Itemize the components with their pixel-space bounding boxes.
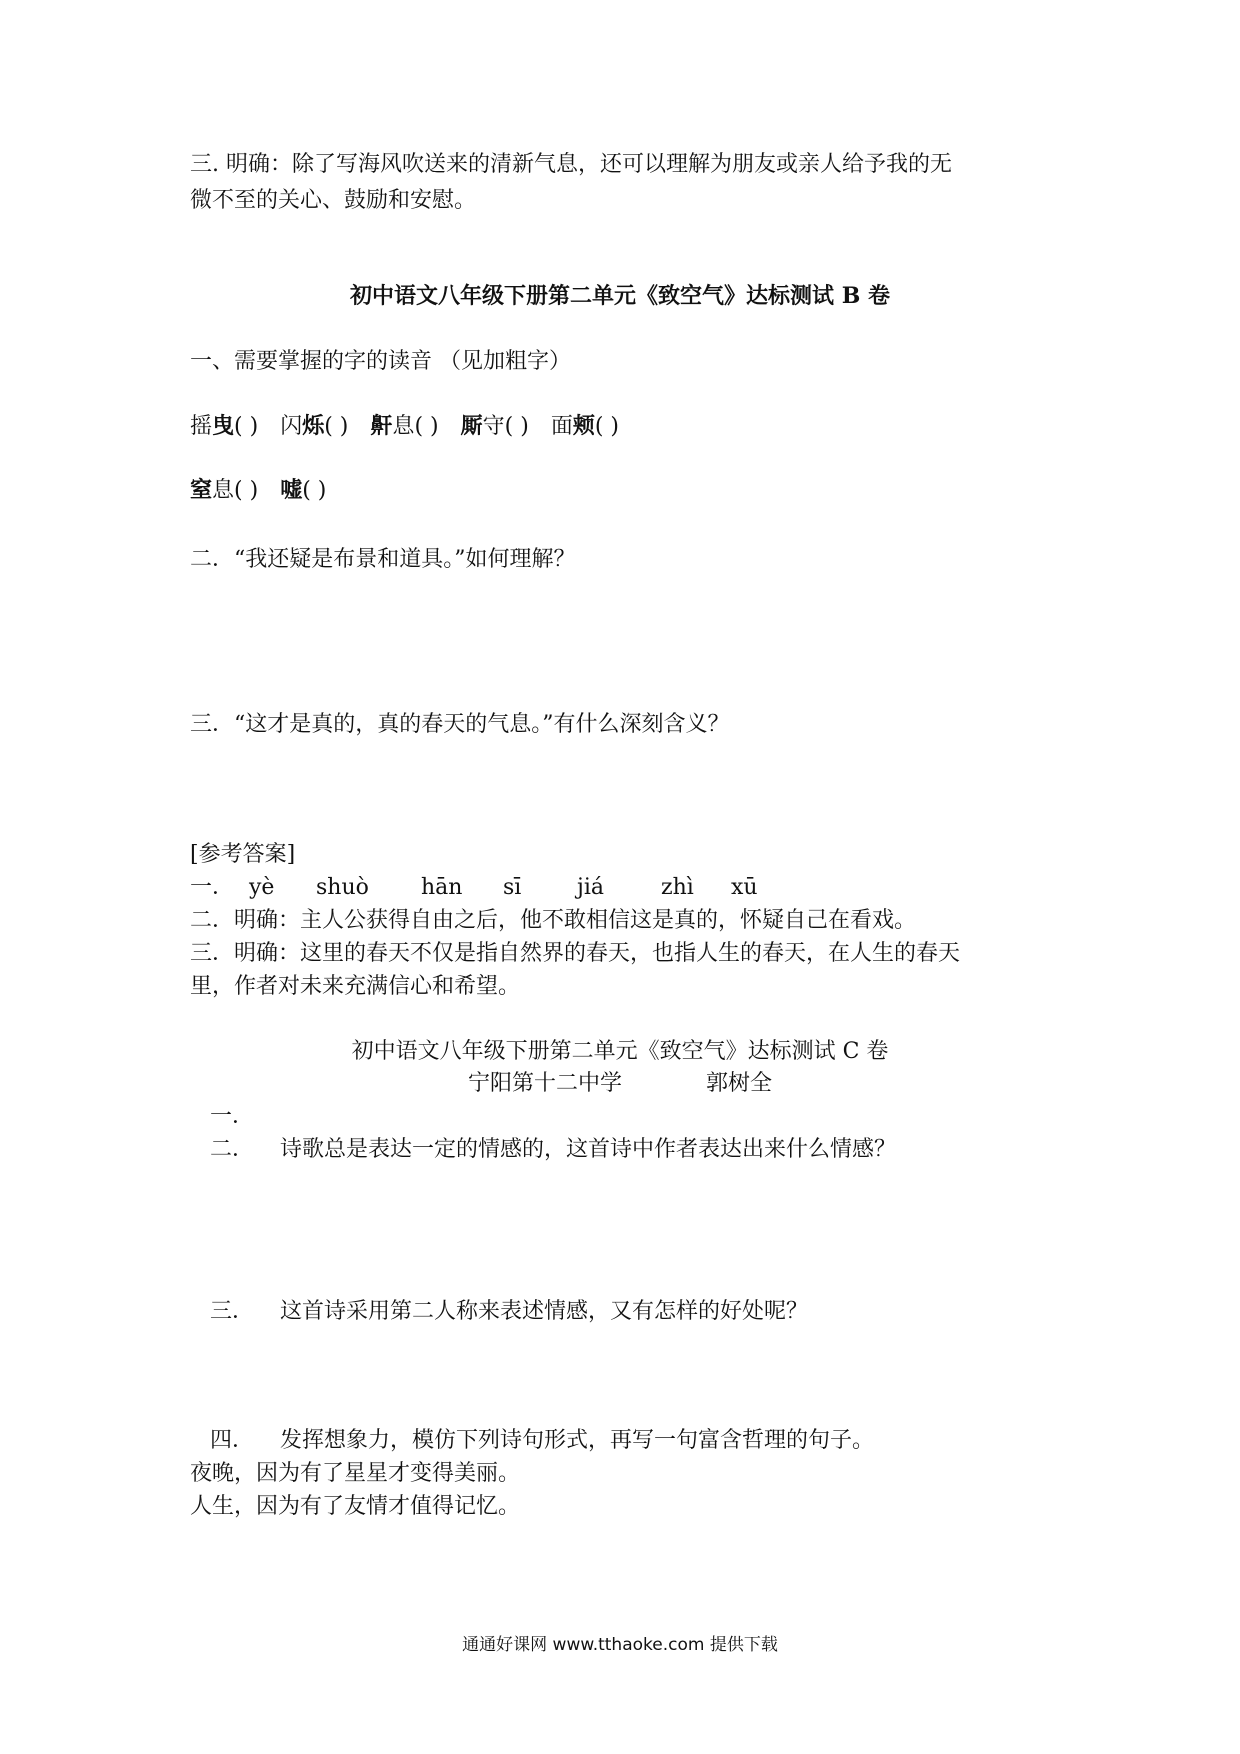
row2-word-1-post: 息 [212,478,235,503]
pinyin-3: hān [421,875,463,900]
test-b-words-row1 [190,410,1070,443]
test-c-school: 宁阳第十二中学 [467,1071,622,1096]
row2-word-2-paren: ( ) [302,478,327,503]
row2-word-2 [280,474,326,507]
test-c-q3-line [190,1295,1090,1328]
row1-word-4 [461,410,529,443]
row1-word-3-bold: 鼾 [370,413,393,439]
pinyin-2: shuò [316,875,369,900]
test-b-title: 初中语文八年级下册第二单元《致空气》达标测试 B 卷 [350,283,890,309]
answers-heading: [参考答案] [190,842,296,867]
row2-word-1-paren: ( ) [234,478,259,503]
pinyin-5: jiá [577,875,604,900]
row1-word-5 [551,410,619,443]
prev-answer-line1: 三. 明确：除了写海风吹送来的清新气息，还可以理解为朋友或亲人给予我的无 [190,152,952,177]
answers-a3-line1: 三．明确：这里的春天不仅是指自然界的春天，也指人生的春天，在人生的春天 [190,941,961,966]
row1-word-3-post: 息 [392,414,415,439]
row2-word-1 [190,474,258,507]
test-c-example-2: 人生，因为有了友情才值得记忆。 [190,1494,521,1519]
answers-pinyin-line [190,871,1070,904]
row1-word-5-bold: 颊 [572,413,595,439]
answers-a3-line2: 里，作者对未来充满信心和希望。 [190,974,521,999]
test-c-byline [0,1067,1240,1100]
answers-label-1: 一． [190,875,235,900]
row1-word-4-post: 守 [482,414,505,439]
test-c-q4: 发挥想象力，模仿下列诗句形式，再写一句富含哲理的句子。 [280,1428,875,1453]
test-b-words-row2 [190,474,1070,507]
test-c-q2-line [190,1133,1090,1166]
row1-word-2-paren: ( ) [324,414,349,439]
row1-word-1-paren: ( ) [234,414,259,439]
pinyin-1: yè [249,875,275,900]
test-c-q1: 一． [210,1104,255,1129]
test-c-title: 初中语文八年级下册第二单元《致空气》达标测试 C 卷 [351,1039,889,1064]
row1-word-1-pre: 摇 [190,414,213,439]
row2-word-1-bold: 窒 [190,477,213,503]
test-c-q4-line [190,1424,1090,1457]
answers-a2: 二．明确：主人公获得自由之后，他不敢相信这是真的，怀疑自己在看戏。 [190,908,917,933]
test-c-q3: 这首诗采用第二人称来表述情感，又有怎样的好处呢？ [280,1299,809,1324]
pinyin-4: sī [503,875,522,900]
row1-word-3-paren: ( ) [414,414,439,439]
row1-word-1 [190,410,258,443]
pinyin-6: zhì [661,875,694,900]
row1-word-2-pre: 闪 [280,414,303,439]
test-b-q1: 一、需要掌握的字的读音 （见加粗字） [190,349,571,374]
test-c-example-1: 夜晚，因为有了星星才变得美丽。 [190,1461,521,1486]
test-c-q4-num: 四． [210,1428,255,1453]
row1-word-1-bold: 曳 [212,413,235,439]
test-c-author: 郭树全 [706,1071,773,1096]
row1-word-4-paren: ( ) [504,414,529,439]
pinyin-7: xū [731,875,758,900]
test-b-q2: 二．“我还疑是布景和道具。”如何理解？ [190,547,576,572]
row2-word-2-bold: 嘘 [280,477,303,503]
row1-word-2 [280,410,348,443]
row1-word-4-bold: 厮 [460,413,483,439]
row1-word-5-paren: ( ) [594,414,620,439]
row1-word-5-pre: 面 [550,414,573,439]
test-b-q3: 三．“这才是真的，真的春天的气息。”有什么深刻含义？ [190,712,730,737]
row1-word-3 [370,410,438,443]
test-c-q2: 诗歌总是表达一定的情感的，这首诗中作者表达出来什么情感？ [280,1137,897,1162]
footer: 通通好课网 www.tthaoke.com 提供下载 [462,1635,778,1655]
test-c-q2-num: 二． [210,1137,255,1162]
test-c-q3-num: 三． [210,1299,255,1324]
prev-answer-line2: 微不至的关心、鼓励和安慰。 [190,188,477,213]
row1-word-2-bold: 烁 [302,413,325,439]
